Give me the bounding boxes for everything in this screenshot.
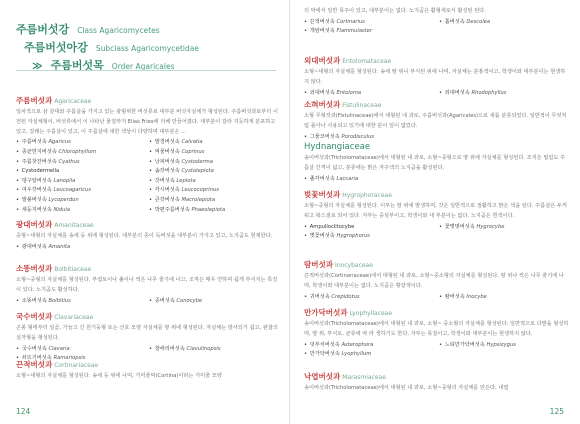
class-name-ko: 주름버섯강	[16, 23, 70, 36]
family-description: 끈적버섯과(Cortinariaceae)에서 대형된 내 과로, 소형~중소형의 자실체를 형성된다. 땅 위나 썩은 나무 줄기에 나며, 학생이와 대부분이는 없다. 노지곰은 황갈색이다.	[304, 273, 564, 289]
bullet-icon: •	[149, 206, 154, 213]
family-description: 송이버섯과(Tricholomataceae)에서 대형된 내 과로, 소형~ 중소형의 자실체를 형성된다. 일반적으로 다발을 형성하며, 땅 위, 부식토, 균류에 따 라 생하기도 한다. 자부는 목질이고, 학생이와 대부분이는 현생하지 않다.	[304, 321, 569, 337]
family-title	[304, 56, 570, 67]
family-name-ko: 낙엽버섯과	[304, 372, 341, 381]
genus-item	[149, 196, 278, 206]
family-description: 일차적으로 삼 갈대와 주름살을 가지고 있는 광범위한 버섯류로 대부분 버섯자실체가 형성된다. 주름버섯과로부터 이전된 자실체형이, 버섯류에서 이 나타난 물질까지 Elias Fries에 의해 만들어졌다. 대부분이 갈라 지듯하게 분포하고 있고, 갈래는 주름살이 있고, 이 주름살에 대한 색상이 다양하며 대부분은 ...	[16, 109, 278, 135]
genus-name-latin: Hygrocybe	[476, 223, 505, 230]
genus-name-ko: 꽃벚벗버섯속	[444, 223, 475, 230]
genus-name-latin: Cortinarius	[336, 18, 365, 25]
subclass-heading	[16, 38, 286, 56]
family-description: 소형~중형의 자실체를 형성된다. 부엽토이나 풀이나 썩은 나무 줄기에 나고, 조직은 매우 연하며 쉽게 부서지는 특징이 있다. 노지곰도 활성하다.	[16, 277, 278, 293]
family-title	[304, 190, 570, 201]
family-title	[16, 360, 278, 371]
genus-item	[149, 138, 278, 148]
family-title	[304, 260, 570, 271]
family-description: 송이버섯과(Tricholomataceae)에서 대형된 내 과로, 소형~중형의 자실체를 만든다. 내열	[304, 385, 509, 391]
genus-name-latin: Inocybe	[466, 293, 487, 300]
genus-name-latin: Laccaria	[336, 175, 359, 182]
genus-name-ko: 끈적버섯속	[309, 18, 335, 25]
family-name-ko: 끈적버섯과	[16, 360, 53, 369]
genus-name-latin: Entoloma	[336, 89, 362, 96]
genus-name-ko: 여우갓버섯속	[21, 187, 52, 194]
family-name-ko: Hydnangiaceae	[304, 142, 371, 152]
genus-name-latin: Cystolepiota	[181, 168, 214, 175]
genus-name-ko: 벚꽃버섯속	[309, 233, 335, 240]
genus-item	[304, 133, 570, 143]
bullet-icon: •	[149, 158, 154, 165]
genus-name-latin: Chlorophyllum	[58, 148, 97, 155]
bullet-icon: •	[304, 89, 309, 96]
genus-item	[439, 341, 570, 351]
family-description: 송이버섯과(Tricholomataceae)에서 대형된 내 과로, 소형~중형으로 땅 위에 자실체를 형성된다. 조직은 밀림도 주름살 간격이 넓고, 분류에는 밝은 자주색의 노지곰을 활성된다.	[304, 155, 566, 171]
bullet-icon: •	[439, 293, 444, 300]
genus-list	[304, 133, 570, 143]
genus-name-latin: Lycoperdon	[48, 196, 79, 203]
family-name-en: Marasmiaceae	[342, 374, 386, 381]
genus-name-ko: 먹물버섯속	[154, 148, 180, 155]
genus-name-ko: Ampulloclitocybe	[309, 223, 355, 230]
genus-name-latin: Leucocoprinus	[181, 187, 220, 194]
genus-name-latin: Nidula	[53, 206, 70, 213]
genus-name-ko: Cystodermella	[21, 168, 60, 175]
genus-item	[304, 350, 435, 360]
genus-name-ko: 외대버섯속	[444, 89, 470, 96]
page-number-right: 125	[549, 407, 564, 416]
bullet-icon: •	[304, 133, 309, 140]
genus-name-latin: Lyophyllum	[341, 351, 372, 358]
genus-item	[16, 177, 145, 187]
family-name-ko: 소똥버섯과	[16, 264, 53, 273]
bullet-icon: •	[149, 297, 154, 304]
genus-item	[304, 89, 435, 99]
bullet-icon: •	[16, 139, 21, 146]
bullet-icon: •	[16, 148, 21, 155]
family-name-ko: 광대버섯과	[16, 220, 53, 229]
genus-name-ko: 주름버섯속	[21, 139, 47, 146]
family-title	[304, 372, 570, 383]
order-name-ko: 주름버섯목	[50, 59, 104, 72]
genus-item	[149, 297, 278, 307]
family-name-en: Amanitaceae	[54, 222, 94, 229]
family-name-en: Hygrophoraceae	[342, 192, 392, 199]
continued-section	[304, 6, 570, 37]
genus-name-ko: 솜갓버섯속	[154, 168, 180, 175]
family-title	[304, 308, 570, 319]
family-title	[16, 96, 278, 107]
family-section	[304, 308, 570, 360]
genus-name-ko: 느티만가닥버섯속	[444, 341, 485, 348]
genus-name-ko: 박편주름버섯속	[154, 206, 190, 213]
bullet-icon: •	[149, 139, 154, 146]
bullet-icon: •	[16, 177, 21, 184]
genus-name-ko: 각시버섯속	[154, 187, 180, 194]
genus-name-ko: 말징버섯속	[154, 139, 180, 146]
family-section	[16, 264, 278, 306]
family-title	[304, 100, 570, 111]
genus-name-ko: 갓버섯속	[154, 177, 175, 184]
family-name-en: Agaricaceae	[54, 98, 92, 105]
taxonomy-heading	[16, 20, 286, 74]
genus-list	[304, 293, 570, 303]
bullet-icon: •	[304, 28, 309, 35]
genus-name-ko: 창싸리버섯속	[154, 345, 185, 352]
class-name-en: Class Agaricomycetes	[77, 26, 160, 35]
genus-item	[16, 297, 145, 307]
genus-item	[149, 167, 278, 177]
genus-list	[16, 297, 278, 307]
subclass-name-en: Subclass Agaricomycetidae	[95, 44, 199, 53]
genus-item	[439, 18, 570, 28]
genus-list	[16, 138, 278, 215]
double-arrow-icon: ≫	[32, 61, 43, 72]
genus-name-latin: Bolbitius	[48, 297, 71, 304]
family-name-en: Clavariaceae	[54, 314, 94, 321]
family-section	[16, 360, 278, 382]
genus-name-latin: Lanopila	[53, 177, 76, 184]
genus-item	[304, 18, 435, 28]
genus-name-ko: 개암버섯속	[309, 28, 335, 35]
heading-divider	[16, 70, 276, 71]
family-name-ko: 만가닥버섯과	[304, 308, 348, 317]
bullet-icon: •	[304, 175, 309, 182]
genus-item	[16, 243, 278, 253]
genus-name-latin: Descolea	[466, 18, 491, 25]
genus-name-ko: 낭피버섯속	[154, 158, 180, 165]
genus-name-latin: Porodisculus	[341, 133, 375, 140]
bullet-icon: •	[16, 206, 21, 213]
genus-name-latin: Hygrophorus	[336, 233, 370, 240]
genus-item	[16, 138, 145, 148]
genus-name-ko: 땀버섯속	[444, 293, 465, 300]
bullet-icon: •	[304, 293, 309, 300]
family-description: 소형~대형의 자실체를 형성된다. 송세 등 위에 나며, 거미줄막(Cortina)이라는 거미줄 모양	[16, 373, 222, 379]
genus-name-ko: 댕구알버섯속	[21, 177, 52, 184]
genus-name-latin: Phaeolepiota	[191, 206, 226, 213]
bullet-icon: •	[16, 187, 21, 194]
subclass-name-ko: 주름버섯아강	[24, 41, 88, 54]
family-description: 곤봉 형태부터 일곱, 가늘고 긴 원기둥형 또는 산호 모양 자실체를 땅 위에 형성된다. 자실체는 방사되기 쉽고, 관찰의 실자형을 형성된다.	[16, 325, 278, 341]
genus-item	[16, 196, 145, 206]
family-name-en: Fistulinaceae	[342, 102, 382, 109]
family-title	[16, 264, 278, 275]
genus-item	[16, 186, 145, 196]
genus-name-latin: Ramariopsis	[53, 355, 86, 362]
genus-name-latin: Asterophora	[341, 341, 374, 348]
genus-name-ko: 광대버섯속	[21, 243, 47, 250]
genus-name-latin: Clavaria	[48, 345, 70, 352]
genus-item	[149, 345, 278, 355]
family-name-en: Bolbitiaceae	[54, 266, 92, 273]
genus-item	[304, 232, 435, 242]
genus-list	[16, 243, 278, 253]
genus-name-latin: Cystoderma	[181, 158, 213, 165]
genus-item	[439, 223, 570, 233]
family-section	[304, 56, 570, 98]
genus-list	[304, 89, 570, 99]
genus-list	[304, 223, 570, 242]
genus-name-ko: 종버섯속	[154, 297, 175, 304]
genus-name-ko: 국수버섯속	[21, 345, 47, 352]
bullet-icon: •	[16, 355, 21, 362]
family-description: 중형~대형의 자실체를 송세 등 위에 형성된다. 대부분의 종이 독버섯을 대부분이 가지고 있고, 노지곰도 현재한다.	[16, 233, 273, 239]
genus-name-ko: 주름찻잔버섯속	[21, 158, 57, 165]
family-section	[304, 142, 570, 184]
bullet-icon: •	[149, 345, 154, 352]
genus-name-latin: Rhodophyllus	[471, 89, 507, 96]
bullet-icon: •	[304, 341, 309, 348]
genus-list	[304, 341, 570, 360]
bullet-icon: •	[439, 223, 444, 230]
genus-name-latin: Macrolepiota	[181, 196, 216, 203]
genus-name-ko: 만가닥버섯속	[309, 351, 340, 358]
family-description: 소형~중형의 자실체를 형성된다. 이부는 땅 위에 발생하며, 갓은 일반적으로 점활하고 밝은 색을 띤다. 주름살은 두꺼워고 왁스질로 되어 있다. 자부는 중심부이고, 학생이와 대 부분이는 없다. 노지곰은 흰색이다.	[304, 203, 567, 219]
genus-name-latin: Amanita	[48, 243, 71, 250]
bullet-icon: •	[16, 158, 21, 165]
genus-item	[16, 158, 145, 168]
family-section	[304, 190, 570, 242]
family-title	[304, 142, 570, 153]
genus-name-latin: Clavulinopsis	[186, 345, 221, 352]
genus-name-latin: Agaricus	[48, 139, 71, 146]
genus-name-latin: Conocybe	[176, 297, 203, 304]
family-name-en: Entolomataceae	[342, 58, 392, 65]
class-heading	[16, 20, 286, 38]
family-section	[304, 100, 570, 142]
genus-name-ko: 새둥지버섯속	[21, 206, 52, 213]
bullet-icon: •	[304, 223, 309, 230]
bullet-icon: •	[304, 351, 309, 358]
genus-name-ko: 졸각버섯속	[309, 175, 335, 182]
family-name-ko: 땀버섯과	[304, 260, 333, 269]
continued-description: 의 막에서 일반 목주이 있고, 대부분이는 없다. 노지곰은 활형세로서 활성된 된다.	[304, 8, 486, 14]
genus-item	[304, 175, 570, 185]
genus-name-ko: 종균먼지버섯속	[21, 148, 57, 155]
page-number-left: 124	[16, 407, 31, 416]
genus-item	[16, 148, 145, 158]
genus-item	[149, 148, 278, 158]
bullet-icon: •	[16, 243, 21, 250]
bullet-icon: •	[439, 18, 444, 25]
bullet-icon: •	[304, 18, 309, 25]
genus-item	[16, 206, 145, 216]
family-name-ko: 국수버섯과	[16, 312, 53, 321]
family-section	[304, 372, 570, 394]
genus-name-latin: Hypsizygus	[486, 341, 516, 348]
family-name-en: Cortinariaceae	[54, 362, 99, 369]
family-name-ko: 소혀버섯과	[304, 100, 341, 109]
genus-item	[16, 345, 145, 355]
family-section	[16, 96, 278, 215]
family-name-en: Inocybaceae	[334, 262, 373, 269]
genus-name-ko: 말불버섯속	[21, 196, 47, 203]
genus-item	[149, 186, 278, 196]
family-section	[16, 312, 278, 364]
order-name-en: Order Agaricales	[111, 62, 175, 71]
family-section	[16, 220, 278, 252]
genus-name-latin: Flammulaster	[336, 28, 373, 35]
genus-name-ko: 큰갓버섯속	[154, 196, 180, 203]
family-description: 소형 무형갓과(Fistulinaceae)에서 대형된 내 과로, 주름버섯과(Agaricales)으로 새롭 분류되었다. 일반적이 무엇처럼 몰아나 사용되고 있기에 대한 분이 일이 없었다.	[304, 113, 567, 129]
genus-list	[304, 175, 570, 185]
genus-name-ko: 외대버섯속	[309, 89, 335, 96]
genus-name-ko: 톱버섯속	[444, 18, 465, 25]
bullet-icon: •	[149, 148, 154, 155]
genus-name-ko: 귀버섯속	[309, 293, 330, 300]
genus-item	[304, 223, 435, 233]
family-section	[304, 260, 570, 302]
genus-item	[304, 341, 435, 351]
genus-item	[439, 89, 570, 99]
order-heading	[16, 56, 286, 74]
genus-name-latin: Lepiota	[176, 177, 196, 184]
genus-name-ko: 소똥버섯속	[21, 297, 47, 304]
family-title	[16, 312, 278, 323]
family-name-ko: 벚꽃버섯과	[304, 190, 341, 199]
genus-name-latin: Calvatia	[181, 139, 203, 146]
bullet-icon: •	[16, 297, 21, 304]
bullet-icon: •	[16, 196, 21, 203]
family-name-ko: 주름버섯과	[16, 96, 53, 105]
bullet-icon: •	[439, 341, 444, 348]
family-title	[16, 220, 278, 231]
family-description: 소형~대형의 자실체를 형성된다. 송세 땅 위나 부식된 위에 나며, 자실체는 분홍색이고, 학생이와 대부분이는 현생하지 않다.	[304, 69, 566, 85]
genus-name-latin: Crepidotus	[331, 293, 360, 300]
genus-item	[149, 177, 278, 187]
family-name-en: Lyophyllaceae	[349, 310, 393, 317]
genus-name-ko: 그물코버섯속	[309, 133, 340, 140]
bullet-icon: •	[16, 168, 21, 175]
genus-item	[304, 27, 435, 37]
bullet-icon: •	[149, 187, 154, 194]
right-page	[290, 0, 580, 424]
bullet-icon: •	[149, 177, 154, 184]
genus-item	[149, 158, 278, 168]
bullet-icon: •	[149, 168, 154, 175]
family-name-ko: 외대버섯과	[304, 56, 341, 65]
genus-name-latin: Cyathus	[58, 158, 80, 165]
bullet-icon: •	[439, 89, 444, 96]
genus-item	[149, 206, 278, 216]
genus-name-latin: Leucoagaricus	[53, 187, 91, 194]
genus-name-latin: Coprinus	[181, 148, 205, 155]
genus-item	[439, 293, 570, 303]
genus-name-ko: 덧부치버섯속	[309, 341, 340, 348]
genus-name-ko: 쇠뜨기버섯속	[21, 355, 52, 362]
bullet-icon: •	[304, 233, 309, 240]
genus-item	[304, 293, 435, 303]
genus-item	[16, 167, 145, 177]
genus-list	[304, 18, 570, 37]
bullet-icon: •	[16, 345, 21, 352]
bullet-icon: •	[149, 196, 154, 203]
